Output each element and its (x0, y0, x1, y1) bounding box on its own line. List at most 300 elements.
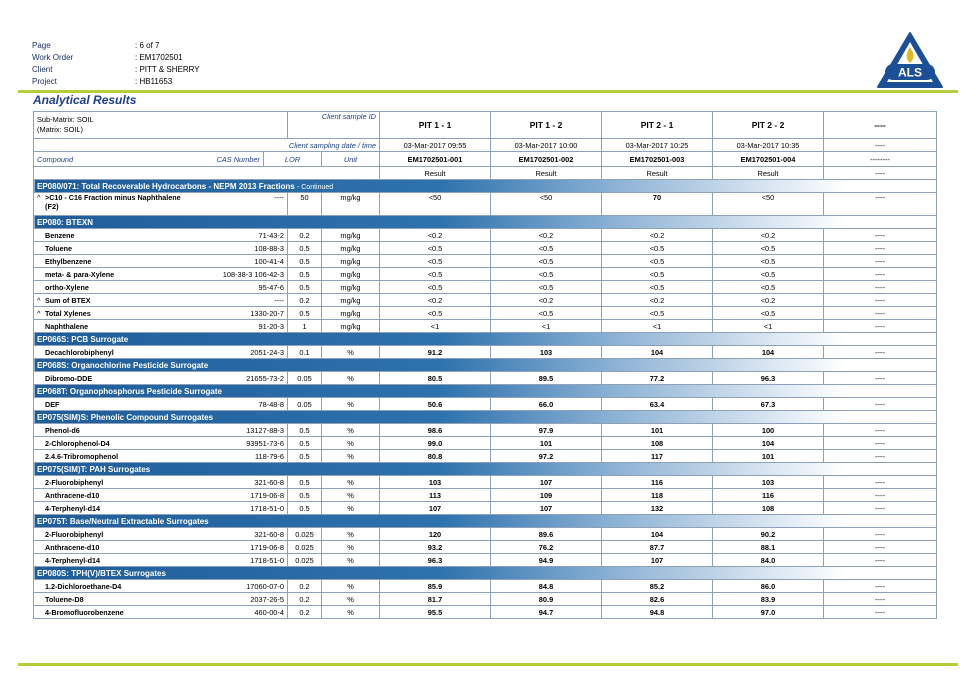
section-title (34, 385, 937, 398)
logo-text: ALS (898, 65, 922, 80)
unit-value: mg/kg (322, 229, 380, 242)
matrix-label: (Matrix: SOIL) (37, 125, 83, 134)
result-value: 84.8 (491, 580, 602, 593)
result-value: ---- (824, 268, 937, 281)
compound-name: 1.2-Dichloroethane-D4 (45, 581, 122, 591)
compound-name: 4-Bromofluorobenzene (45, 607, 124, 617)
compound-name: >C10 - C16 Fraction minus Naphthalene (45, 193, 181, 202)
result-value: 103 (491, 346, 602, 359)
result-value: ---- (824, 242, 937, 255)
lab-id: EM1702501-004 (713, 152, 824, 167)
lor-value: 0.05 (288, 372, 322, 385)
result-value: 94.8 (602, 606, 713, 619)
result-value: ---- (824, 580, 937, 593)
compound-cell (34, 450, 288, 463)
table-row (34, 580, 937, 593)
lor-value: 0.5 (288, 437, 322, 450)
sampling-date: 03-Mar-2017 10:35 (713, 139, 824, 152)
cas-number: 78-48-8 (258, 399, 284, 409)
lor-value: 0.1 (288, 346, 322, 359)
compound-cell (34, 229, 288, 242)
compound-cell (34, 502, 288, 515)
result-value: 108 (602, 437, 713, 450)
result-value: 88.1 (713, 541, 824, 554)
result-value: <1 (602, 320, 713, 333)
result-value: 98.6 (380, 424, 491, 437)
header-value: : HB11653 (135, 77, 173, 86)
compound-name: Dibromo-DDE (45, 373, 93, 383)
compound-name: Anthracene-d10 (45, 490, 100, 500)
unit-value: % (322, 593, 380, 606)
lor-value: 1 (288, 320, 322, 333)
table-row (34, 320, 937, 333)
compound-cell (34, 593, 288, 606)
section-title-suffix: - Continued (296, 183, 334, 191)
section-title-text: EP075(SIM)T: PAH Surrogates (37, 464, 151, 474)
result-value: <0.2 (380, 229, 491, 242)
header-label: Page (32, 41, 51, 50)
result-value: 97.2 (491, 450, 602, 463)
compound-name: Toluene (45, 243, 73, 253)
lor-value: 0.5 (288, 489, 322, 502)
compound-cell (34, 294, 288, 307)
cas-number: 1330-20-7 (250, 308, 284, 318)
cas-number: 100-41-4 (254, 256, 284, 266)
result-value: 66.0 (491, 398, 602, 411)
cas-number: 91-20-3 (258, 321, 284, 331)
compound-header (34, 152, 264, 167)
header-label: Work Order (32, 53, 74, 62)
compound-name: Phenol-d6 (45, 425, 80, 435)
sample-id-row (34, 112, 937, 139)
compound-name: ortho-Xylene (45, 282, 89, 292)
section-title-text: EP068S: Organochlorine Pesticide Surrogate (37, 360, 209, 370)
cas-number: 321-60-8 (254, 529, 284, 539)
compound-cell (34, 528, 288, 541)
cas-number: 71-43-2 (258, 230, 284, 240)
result-label: Result (602, 167, 713, 180)
compound-cell (34, 346, 288, 359)
section-title-text: EP080/071: Total Recoverable Hydrocarbons - NEPM 2013 Fractions (37, 181, 295, 191)
unit-value: mg/kg (322, 255, 380, 268)
result-value: <0.5 (713, 281, 824, 294)
section-title (34, 216, 937, 229)
result-value: 120 (380, 528, 491, 541)
result-value: <0.5 (713, 268, 824, 281)
lor-value: 0.5 (288, 281, 322, 294)
cas-number: 95-47-6 (258, 282, 284, 292)
result-value: ---- (824, 541, 937, 554)
unit-value: % (322, 541, 380, 554)
cas-number: 1719-06-8 (250, 490, 284, 500)
compound-label: Compound (37, 154, 74, 164)
sample-id: PIT 2 - 1 (602, 112, 713, 139)
result-value: ---- (824, 281, 937, 294)
blank-cell (34, 167, 380, 180)
compound-name: meta- & para-Xylene (45, 269, 115, 279)
flag-marker: ^ (37, 295, 41, 305)
unit-value: % (322, 450, 380, 463)
compound-name: Total Xylenes (45, 308, 91, 318)
lor-value: 0.5 (288, 242, 322, 255)
results-table (33, 111, 937, 619)
table-row (34, 554, 937, 567)
compound-name: Benzene (45, 230, 75, 240)
compound-name: Decachlorobiphenyl (45, 347, 114, 357)
result-value: ---- (824, 476, 937, 489)
cas-number: 1719-06-8 (250, 542, 284, 552)
result-value: ---- (824, 372, 937, 385)
lor-value: 0.5 (288, 268, 322, 281)
result-value: <0.5 (380, 307, 491, 320)
result-value: 109 (491, 489, 602, 502)
lor-value: 0.2 (288, 593, 322, 606)
result-value: 96.3 (713, 372, 824, 385)
cas-number: 13127-88-3 (246, 425, 284, 435)
compound-cell (34, 606, 288, 619)
table-row (34, 398, 937, 411)
cas-number: 321-60-8 (254, 477, 284, 487)
result-value: 91.2 (380, 346, 491, 359)
unit-value: % (322, 606, 380, 619)
result-value: 100 (713, 424, 824, 437)
lor-value: 0.025 (288, 541, 322, 554)
section-header-row (34, 411, 937, 424)
table-row (34, 606, 937, 619)
cas-number: 2037-26-5 (250, 594, 284, 604)
compound-name-line2: (F2) (45, 202, 59, 211)
compound-cell (34, 580, 288, 593)
result-value: ---- (824, 528, 937, 541)
section-title (34, 463, 937, 476)
table-row (34, 281, 937, 294)
result-value: <1 (713, 320, 824, 333)
result-value: ---- (824, 398, 937, 411)
cas-number: 17060-07-0 (246, 581, 284, 591)
table-row (34, 476, 937, 489)
sampling-date: 03-Mar-2017 10:25 (602, 139, 713, 152)
section-title-text: EP080S: TPH(V)/BTEX Surrogates (37, 568, 166, 578)
table-body (34, 112, 937, 619)
result-value: 70 (602, 193, 713, 216)
header-row-project (32, 76, 200, 88)
result-value: ---- (824, 255, 937, 268)
result-value: <0.5 (380, 255, 491, 268)
header-value: : PITT & SHERRY (135, 65, 200, 74)
result-value: ---- (824, 502, 937, 515)
result-value: 93.2 (380, 541, 491, 554)
bottom-rule (18, 663, 958, 666)
result-value: 81.7 (380, 593, 491, 606)
table-row (34, 593, 937, 606)
result-value: <0.2 (602, 294, 713, 307)
section-title (34, 333, 937, 346)
unit-value: % (322, 502, 380, 515)
compound-cell (34, 424, 288, 437)
result-value: 94.7 (491, 606, 602, 619)
header-label: Client (32, 65, 53, 74)
table-row (34, 528, 937, 541)
result-value: 117 (602, 450, 713, 463)
result-value: 95.5 (380, 606, 491, 619)
result-value: <0.2 (491, 294, 602, 307)
section-title (34, 515, 937, 528)
sampling-date-row (34, 139, 937, 152)
compound-cell (34, 320, 288, 333)
result-value: 84.0 (713, 554, 824, 567)
compound-cell (34, 541, 288, 554)
section-header-row (34, 515, 937, 528)
result-value: <0.2 (491, 229, 602, 242)
result-value: 76.2 (491, 541, 602, 554)
unit-value: mg/kg (322, 294, 380, 307)
result-value: <0.2 (602, 229, 713, 242)
result-value: 87.7 (602, 541, 713, 554)
column-header-row (34, 152, 937, 167)
compound-name: 2-Chlorophenol-D4 (45, 438, 110, 448)
header-row-page (32, 40, 200, 52)
flag-marker: ^ (37, 193, 41, 202)
result-value: 107 (380, 502, 491, 515)
unit-value: % (322, 528, 380, 541)
submatrix-label: Sub-Matrix: SOIL (37, 115, 94, 124)
result-value: <0.5 (491, 307, 602, 320)
table-row (34, 346, 937, 359)
result-value: 83.9 (713, 593, 824, 606)
unit-value: % (322, 346, 380, 359)
result-value: 90.2 (713, 528, 824, 541)
section-header-row (34, 463, 937, 476)
table-row (34, 489, 937, 502)
section-title-text: EP075(SIM)S: Phenolic Compound Surrogates (37, 412, 214, 422)
result-value: <0.5 (602, 281, 713, 294)
result-value: 116 (713, 489, 824, 502)
cas-number: 118-79-6 (254, 451, 284, 461)
result-value: ---- (824, 489, 937, 502)
section-title (34, 567, 937, 580)
result-value: 97.0 (713, 606, 824, 619)
cas-number: 108-88-3 (254, 243, 284, 253)
result-value: ---- (824, 294, 937, 307)
result-value: 107 (491, 476, 602, 489)
compound-name: Ethylbenzene (45, 256, 92, 266)
lab-id: EM1702501-001 (380, 152, 491, 167)
result-value: 82.6 (602, 593, 713, 606)
compound-name: Sum of BTEX (45, 295, 91, 305)
unit-value: % (322, 476, 380, 489)
section-header-row (34, 385, 937, 398)
lor-value: 0.5 (288, 424, 322, 437)
section-title-text: EP066S: PCB Surrogate (37, 334, 129, 344)
result-value: 94.9 (491, 554, 602, 567)
compound-name: Naphthalene (45, 321, 89, 331)
flag-marker: ^ (37, 308, 41, 318)
als-logo (875, 30, 945, 90)
section-title-text: EP080: BTEXN (37, 217, 94, 227)
table-row (34, 229, 937, 242)
compound-name: 2-Fluorobiphenyl (45, 477, 104, 487)
result-value: <1 (380, 320, 491, 333)
unit-value: % (322, 437, 380, 450)
result-value: 107 (602, 554, 713, 567)
header-label: Project (32, 77, 57, 86)
unit-value: mg/kg (322, 320, 380, 333)
section-header-row (34, 180, 937, 193)
sampling-date: 03-Mar-2017 10:00 (491, 139, 602, 152)
result-value: ---- (824, 229, 937, 242)
result-value: <0.5 (713, 255, 824, 268)
section-title (34, 411, 937, 424)
result-value: 101 (713, 450, 824, 463)
result-value: ---- (824, 424, 937, 437)
section-title (34, 180, 937, 193)
sampling-date: ---- (824, 139, 937, 152)
unit-value: % (322, 489, 380, 502)
cas-number: 1718-51-0 (250, 555, 284, 565)
compound-cell (34, 307, 288, 320)
unit-value: mg/kg (322, 193, 380, 216)
result-value: <0.2 (713, 229, 824, 242)
cas-number: ---- (274, 295, 284, 305)
sample-id: PIT 1 - 2 (491, 112, 602, 139)
result-value: <50 (713, 193, 824, 216)
result-value: <0.5 (380, 281, 491, 294)
compound-name: DEF (45, 399, 60, 409)
result-value: <0.5 (602, 255, 713, 268)
result-value: 89.5 (491, 372, 602, 385)
lab-id: EM1702501-002 (491, 152, 602, 167)
cas-number: 2051-24-3 (250, 347, 284, 357)
result-value: <0.2 (380, 294, 491, 307)
lab-id: EM1702501-003 (602, 152, 713, 167)
unit-value: mg/kg (322, 281, 380, 294)
result-value: <0.5 (713, 307, 824, 320)
result-value: 103 (380, 476, 491, 489)
result-value: <0.5 (713, 242, 824, 255)
section-title-text: EP068T: Organophosphorus Pesticide Surrogate (37, 386, 222, 396)
result-value: 132 (602, 502, 713, 515)
result-value: 99.0 (380, 437, 491, 450)
result-value: 104 (713, 346, 824, 359)
unit-value: mg/kg (322, 307, 380, 320)
unit-value: % (322, 554, 380, 567)
top-rule (18, 90, 958, 93)
result-label-row (34, 167, 937, 180)
result-value: 89.6 (491, 528, 602, 541)
lor-value: 0.5 (288, 450, 322, 463)
sample-id: PIT 2 - 2 (713, 112, 824, 139)
result-value: <0.5 (491, 255, 602, 268)
table-row (34, 193, 937, 216)
result-value: <0.2 (713, 294, 824, 307)
lor-value: 0.5 (288, 255, 322, 268)
result-value: 86.0 (713, 580, 824, 593)
cas-number: 1718-51-0 (250, 503, 284, 513)
lor-header: LOR (264, 152, 322, 167)
compound-cell (34, 398, 288, 411)
report-header (32, 40, 200, 88)
result-value: 103 (713, 476, 824, 489)
compound-name: 2-Fluorobiphenyl (45, 529, 104, 539)
result-value: 104 (602, 528, 713, 541)
cas-number: 108-38-3 106-42-3 (222, 269, 284, 279)
cas-label: CAS Number (216, 154, 260, 164)
result-value: ---- (824, 554, 937, 567)
lor-value: 0.2 (288, 294, 322, 307)
result-value: ---- (824, 193, 937, 216)
result-label: ---- (824, 167, 937, 180)
result-value: 80.8 (380, 450, 491, 463)
compound-cell (34, 437, 288, 450)
result-value: <0.5 (602, 307, 713, 320)
result-value: ---- (824, 346, 937, 359)
result-label: Result (380, 167, 491, 180)
result-value: <0.5 (602, 242, 713, 255)
result-value: <0.5 (491, 281, 602, 294)
unit-value: mg/kg (322, 242, 380, 255)
result-value: 80.9 (491, 593, 602, 606)
compound-cell (34, 476, 288, 489)
cas-number: 93951-73-6 (246, 438, 284, 448)
section-header-row (34, 333, 937, 346)
result-value: <0.5 (491, 268, 602, 281)
compound-cell (34, 193, 288, 216)
result-value: 107 (491, 502, 602, 515)
table-row (34, 450, 937, 463)
result-value: ---- (824, 450, 937, 463)
compound-cell (34, 372, 288, 385)
cas-number: ---- (274, 193, 284, 202)
section-header-row (34, 359, 937, 372)
unit-header: Unit (322, 152, 380, 167)
result-value: 97.9 (491, 424, 602, 437)
result-value: 50.6 (380, 398, 491, 411)
table-row (34, 268, 937, 281)
section-title-text: EP075T: Base/Neutral Extractable Surrogates (37, 516, 209, 526)
compound-cell (34, 489, 288, 502)
result-value: ---- (824, 606, 937, 619)
client-sample-id-label: Client sample ID (288, 112, 380, 139)
lor-value: 0.5 (288, 307, 322, 320)
unit-value: % (322, 580, 380, 593)
submatrix-cell (34, 112, 288, 139)
header-row-work-order (32, 52, 200, 64)
sampling-date: 03-Mar-2017 09:55 (380, 139, 491, 152)
result-value: 85.9 (380, 580, 491, 593)
lor-value: 0.2 (288, 606, 322, 619)
section-header-row (34, 567, 937, 580)
result-value: 85.2 (602, 580, 713, 593)
compound-cell (34, 281, 288, 294)
lor-value: 50 (288, 193, 322, 216)
table-row (34, 242, 937, 255)
result-value: ---- (824, 307, 937, 320)
header-row-client (32, 64, 200, 76)
sample-id: PIT 1 - 1 (380, 112, 491, 139)
result-value: 101 (491, 437, 602, 450)
result-value: <0.5 (491, 242, 602, 255)
header-value: : EM1702501 (135, 53, 183, 62)
result-value: 77.2 (602, 372, 713, 385)
compound-name: 2.4.6-Tribromophenol (45, 451, 119, 461)
result-value: 104 (713, 437, 824, 450)
result-value: 96.3 (380, 554, 491, 567)
page-title: Analytical Results (33, 93, 137, 107)
lor-value: 0.5 (288, 502, 322, 515)
table-row (34, 541, 937, 554)
result-value: 104 (602, 346, 713, 359)
lor-value: 0.025 (288, 528, 322, 541)
